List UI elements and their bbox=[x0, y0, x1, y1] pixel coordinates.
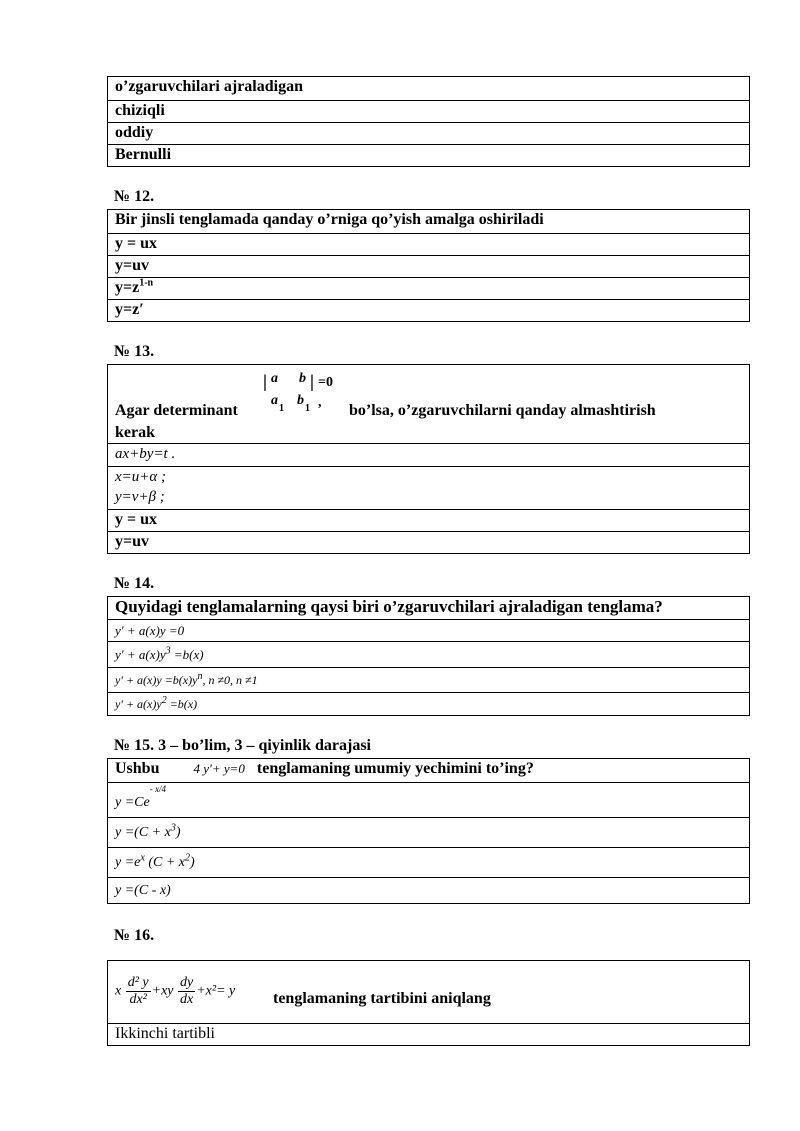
question-text-end: tenglamaning tartibini aniqlang bbox=[273, 990, 491, 1007]
denominator: dx bbox=[180, 992, 194, 1007]
answer-row: Ikkinchi tartibli bbox=[108, 1023, 749, 1045]
determinant: | a b | =0 , a 1 b 1 bbox=[263, 367, 338, 407]
option-text: y=z bbox=[115, 279, 140, 296]
question-number: № 13. bbox=[114, 343, 155, 360]
option-text: , n ≠0, n ≠1 bbox=[202, 673, 258, 687]
exponent: 3 bbox=[165, 645, 171, 657]
option-row: ax+by=t . bbox=[108, 443, 749, 466]
option-text: y′ + a(x)y bbox=[115, 697, 162, 711]
numerator: dy bbox=[180, 975, 194, 990]
numerator: d² y bbox=[127, 975, 149, 990]
eq-part: x bbox=[115, 983, 122, 999]
question-number: № 12. bbox=[114, 188, 155, 205]
option-row: y = ux bbox=[108, 233, 749, 255]
subscript: 1 bbox=[279, 403, 284, 414]
option-text: y′ + a(x)y =b(x)y bbox=[115, 673, 198, 687]
option-text: y =Ce bbox=[115, 795, 150, 810]
question-table-16 bbox=[107, 960, 750, 1046]
option-text: (C + x bbox=[144, 855, 185, 870]
option-row bbox=[108, 847, 749, 877]
option-text: y =e bbox=[115, 855, 141, 870]
det-a1: a bbox=[271, 393, 278, 408]
equation bbox=[115, 975, 235, 1008]
option-row: o’zgaruvchilari ajraladigan bbox=[115, 78, 303, 95]
exponent: 3 bbox=[170, 822, 176, 834]
option-text: ) bbox=[175, 825, 181, 840]
fraction bbox=[126, 975, 151, 1008]
subscript: 1 bbox=[305, 403, 310, 414]
question-text-start: Ushbu bbox=[115, 760, 160, 777]
option-row bbox=[108, 667, 749, 692]
equation: 4 y′+ y=0 bbox=[193, 761, 245, 776]
question-text-end: tenglamaning umumiy yechimini to’ing? bbox=[256, 760, 534, 777]
option-row bbox=[108, 782, 749, 817]
question-number: № 16. bbox=[114, 927, 155, 944]
option-row bbox=[108, 817, 749, 847]
option-row: chiziqli bbox=[108, 100, 749, 122]
det-a: a bbox=[271, 371, 278, 386]
det-b1: b bbox=[297, 393, 304, 408]
question-text-line2: kerak bbox=[115, 424, 155, 441]
question-number: № 15. 3 – bo’lim, 3 – qiyinlik darajasi bbox=[114, 737, 371, 754]
det-rhs: =0 , bbox=[318, 375, 333, 410]
option-row bbox=[108, 641, 749, 667]
option-row: y =(C - x) bbox=[108, 877, 749, 903]
option-row: y = ux bbox=[108, 509, 749, 531]
question-text bbox=[108, 365, 749, 443]
answer-table-top bbox=[107, 76, 750, 167]
denominator: dx² bbox=[129, 992, 147, 1007]
option-line: y=v+β ; bbox=[115, 489, 165, 505]
question-table-15 bbox=[107, 758, 750, 904]
question-text: Bir jinsli tenglamada qanday o’rniga qo’yish amalga oshiriladi bbox=[115, 211, 544, 228]
option-text: y′ + a(x)y bbox=[115, 647, 166, 662]
exponent: 1-n bbox=[139, 277, 154, 289]
option-row: Bernulli bbox=[108, 144, 749, 166]
option-row: oddiy bbox=[108, 122, 749, 144]
option-text: y =(C + x bbox=[115, 825, 171, 840]
option-row: y=uv bbox=[108, 531, 749, 553]
option-text: ) bbox=[190, 855, 195, 870]
option-row bbox=[108, 277, 749, 299]
fraction bbox=[178, 975, 195, 1008]
eq-part: +xy bbox=[151, 983, 174, 999]
option-row: y′ + a(x)y =0 bbox=[108, 619, 749, 641]
option-row bbox=[108, 692, 749, 715]
question-table-12 bbox=[107, 209, 750, 322]
exponent: n bbox=[197, 671, 203, 682]
exponent: 2 bbox=[161, 695, 167, 706]
question-text bbox=[108, 759, 749, 782]
question-text-end: bo’lsa, o’zgaruvchilarni qanday almashtirish bbox=[349, 402, 656, 419]
exponent: 2 bbox=[185, 852, 190, 864]
option-row: y=z′ bbox=[108, 299, 749, 321]
question-table-13 bbox=[107, 364, 750, 554]
exponent: x bbox=[140, 852, 145, 864]
question-table-14 bbox=[107, 596, 750, 716]
question-text bbox=[108, 961, 749, 1023]
det-b: b bbox=[299, 371, 306, 386]
option-text: =b(x) bbox=[170, 647, 204, 662]
eq-part: +x²= y bbox=[196, 983, 236, 999]
option-text: =b(x) bbox=[166, 697, 198, 711]
option-line: x=u+α ; bbox=[115, 469, 167, 485]
exponent: - x/4 bbox=[149, 784, 166, 794]
option-row: y=uv bbox=[108, 255, 749, 277]
question-number: № 14. bbox=[114, 575, 155, 592]
question-text-start: Agar determinant bbox=[115, 402, 238, 419]
question-text: Quyidagi tenglamalarning qaysi biri o’zgaruvchilari ajraladigan tenglama? bbox=[115, 597, 663, 616]
option-row bbox=[108, 466, 749, 509]
